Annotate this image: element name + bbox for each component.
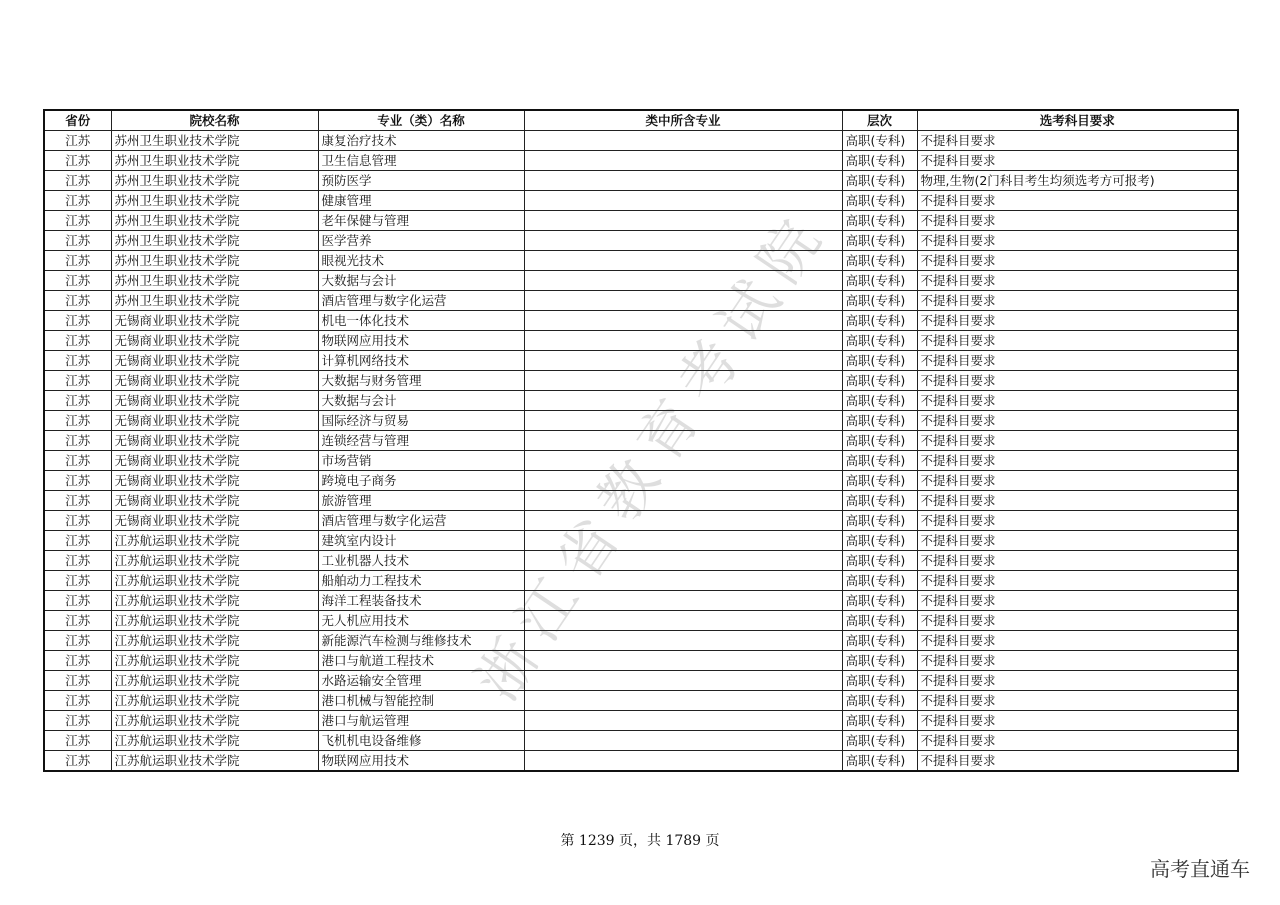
cell-major: 港口与航道工程技术 <box>318 651 524 671</box>
cell-school: 江苏航运职业技术学院 <box>111 631 318 651</box>
cell-subject-requirement: 不提科目要求 <box>917 151 1238 171</box>
watermark: 浙江省教育考试院 <box>462 197 842 713</box>
cell-included-majors <box>524 591 842 611</box>
cell-major: 老年保健与管理 <box>318 211 524 231</box>
cell-province: 江苏 <box>44 671 111 691</box>
cell-included-majors <box>524 471 842 491</box>
cell-province: 江苏 <box>44 471 111 491</box>
cell-province: 江苏 <box>44 731 111 751</box>
table-row <box>44 531 1238 551</box>
cell-school: 江苏航运职业技术学院 <box>111 531 318 551</box>
cell-province: 江苏 <box>44 231 111 251</box>
cell-province: 江苏 <box>44 571 111 591</box>
cell-subject-requirement: 不提科目要求 <box>917 391 1238 411</box>
cell-level: 高职(专科) <box>842 191 917 211</box>
header-major: 专业（类）名称 <box>318 110 524 131</box>
cell-school: 苏州卫生职业技术学院 <box>111 131 318 151</box>
cell-level: 高职(专科) <box>842 311 917 331</box>
cell-major: 计算机网络技术 <box>318 351 524 371</box>
cell-subject-requirement: 不提科目要求 <box>917 551 1238 571</box>
cell-level: 高职(专科) <box>842 411 917 431</box>
cell-included-majors <box>524 131 842 151</box>
cell-school: 苏州卫生职业技术学院 <box>111 271 318 291</box>
cell-level: 高职(专科) <box>842 351 917 371</box>
cell-school: 江苏航运职业技术学院 <box>111 731 318 751</box>
cell-major: 卫生信息管理 <box>318 151 524 171</box>
cell-included-majors <box>524 611 842 631</box>
cell-included-majors <box>524 271 842 291</box>
cell-included-majors <box>524 431 842 451</box>
cell-major: 船舶动力工程技术 <box>318 571 524 591</box>
cell-included-majors <box>524 211 842 231</box>
cell-major: 健康管理 <box>318 191 524 211</box>
cell-major: 物联网应用技术 <box>318 751 524 772</box>
header-level: 层次 <box>842 110 917 131</box>
cell-major: 预防医学 <box>318 171 524 191</box>
table-row <box>44 431 1238 451</box>
cell-subject-requirement: 不提科目要求 <box>917 431 1238 451</box>
cell-province: 江苏 <box>44 651 111 671</box>
cell-major: 酒店管理与数字化运营 <box>318 511 524 531</box>
cell-major: 机电一体化技术 <box>318 311 524 331</box>
table-row <box>44 151 1238 171</box>
cell-included-majors <box>524 491 842 511</box>
cell-level: 高职(专科) <box>842 291 917 311</box>
cell-major: 海洋工程装备技术 <box>318 591 524 611</box>
table-row <box>44 391 1238 411</box>
cell-province: 江苏 <box>44 751 111 772</box>
cell-school: 苏州卫生职业技术学院 <box>111 191 318 211</box>
cell-level: 高职(专科) <box>842 271 917 291</box>
cell-province: 江苏 <box>44 351 111 371</box>
cell-major: 大数据与财务管理 <box>318 371 524 391</box>
cell-included-majors <box>524 751 842 772</box>
table-row <box>44 491 1238 511</box>
cell-subject-requirement: 不提科目要求 <box>917 611 1238 631</box>
table-header-row <box>44 110 1238 131</box>
cell-included-majors <box>524 451 842 471</box>
cell-school: 江苏航运职业技术学院 <box>111 691 318 711</box>
table-row <box>44 631 1238 651</box>
cell-province: 江苏 <box>44 691 111 711</box>
cell-major: 医学营养 <box>318 231 524 251</box>
cell-school: 无锡商业职业技术学院 <box>111 331 318 351</box>
cell-subject-requirement: 不提科目要求 <box>917 191 1238 211</box>
cell-school: 无锡商业职业技术学院 <box>111 511 318 531</box>
header-included-majors: 类中所含专业 <box>524 110 842 131</box>
cell-subject-requirement: 不提科目要求 <box>917 291 1238 311</box>
cell-school: 苏州卫生职业技术学院 <box>111 211 318 231</box>
cell-subject-requirement: 物理,生物(2门科目考生均须选考方可报考) <box>917 171 1238 191</box>
cell-major: 工业机器人技术 <box>318 551 524 571</box>
cell-major: 眼视光技术 <box>318 251 524 271</box>
cell-province: 江苏 <box>44 331 111 351</box>
cell-level: 高职(专科) <box>842 231 917 251</box>
cell-included-majors <box>524 151 842 171</box>
cell-major: 物联网应用技术 <box>318 331 524 351</box>
cell-level: 高职(专科) <box>842 451 917 471</box>
table-row <box>44 271 1238 291</box>
cell-included-majors <box>524 191 842 211</box>
cell-province: 江苏 <box>44 271 111 291</box>
cell-school: 江苏航运职业技术学院 <box>111 551 318 571</box>
cell-included-majors <box>524 231 842 251</box>
cell-level: 高职(专科) <box>842 131 917 151</box>
cell-level: 高职(专科) <box>842 731 917 751</box>
cell-province: 江苏 <box>44 291 111 311</box>
cell-major: 旅游管理 <box>318 491 524 511</box>
cell-school: 无锡商业职业技术学院 <box>111 371 318 391</box>
cell-school: 无锡商业职业技术学院 <box>111 311 318 331</box>
cell-school: 无锡商业职业技术学院 <box>111 471 318 491</box>
table-row <box>44 331 1238 351</box>
cell-included-majors <box>524 291 842 311</box>
cell-school: 苏州卫生职业技术学院 <box>111 171 318 191</box>
cell-major: 酒店管理与数字化运营 <box>318 291 524 311</box>
table-row <box>44 451 1238 471</box>
cell-subject-requirement: 不提科目要求 <box>917 751 1238 772</box>
cell-included-majors <box>524 251 842 271</box>
cell-province: 江苏 <box>44 711 111 731</box>
cell-major: 无人机应用技术 <box>318 611 524 631</box>
cell-included-majors <box>524 571 842 591</box>
cell-subject-requirement: 不提科目要求 <box>917 671 1238 691</box>
cell-province: 江苏 <box>44 431 111 451</box>
cell-major: 港口机械与智能控制 <box>318 691 524 711</box>
cell-school: 江苏航运职业技术学院 <box>111 671 318 691</box>
cell-level: 高职(专科) <box>842 491 917 511</box>
cell-province: 江苏 <box>44 551 111 571</box>
cell-school: 江苏航运职业技术学院 <box>111 651 318 671</box>
header-school: 院校名称 <box>111 110 318 131</box>
cell-province: 江苏 <box>44 491 111 511</box>
cell-subject-requirement: 不提科目要求 <box>917 631 1238 651</box>
cell-level: 高职(专科) <box>842 551 917 571</box>
cell-level: 高职(专科) <box>842 151 917 171</box>
table-row <box>44 731 1238 751</box>
page-number: 第 1239 页，共 1789 页 <box>560 833 720 849</box>
table-row <box>44 231 1238 251</box>
cell-subject-requirement: 不提科目要求 <box>917 251 1238 271</box>
cell-province: 江苏 <box>44 131 111 151</box>
cell-province: 江苏 <box>44 611 111 631</box>
cell-subject-requirement: 不提科目要求 <box>917 451 1238 471</box>
table-row <box>44 511 1238 531</box>
header-province: 省份 <box>44 110 111 131</box>
cell-school: 无锡商业职业技术学院 <box>111 431 318 451</box>
cell-level: 高职(专科) <box>842 671 917 691</box>
cell-level: 高职(专科) <box>842 251 917 271</box>
table-row <box>44 471 1238 491</box>
cell-school: 苏州卫生职业技术学院 <box>111 291 318 311</box>
cell-subject-requirement: 不提科目要求 <box>917 351 1238 371</box>
table-row <box>44 591 1238 611</box>
table-row <box>44 311 1238 331</box>
cell-province: 江苏 <box>44 631 111 651</box>
cell-school: 江苏航运职业技术学院 <box>111 591 318 611</box>
cell-subject-requirement: 不提科目要求 <box>917 731 1238 751</box>
cell-school: 江苏航运职业技术学院 <box>111 611 318 631</box>
cell-level: 高职(专科) <box>842 591 917 611</box>
cell-major: 建筑室内设计 <box>318 531 524 551</box>
cell-level: 高职(专科) <box>842 571 917 591</box>
cell-subject-requirement: 不提科目要求 <box>917 471 1238 491</box>
cell-subject-requirement: 不提科目要求 <box>917 271 1238 291</box>
cell-level: 高职(专科) <box>842 711 917 731</box>
cell-level: 高职(专科) <box>842 751 917 772</box>
cell-major: 市场营销 <box>318 451 524 471</box>
cell-major: 跨境电子商务 <box>318 471 524 491</box>
cell-school: 无锡商业职业技术学院 <box>111 351 318 371</box>
cell-school: 无锡商业职业技术学院 <box>111 411 318 431</box>
table-row <box>44 551 1238 571</box>
cell-province: 江苏 <box>44 391 111 411</box>
cell-province: 江苏 <box>44 591 111 611</box>
table-row <box>44 711 1238 731</box>
cell-subject-requirement: 不提科目要求 <box>917 651 1238 671</box>
cell-level: 高职(专科) <box>842 171 917 191</box>
cell-province: 江苏 <box>44 451 111 471</box>
cell-level: 高职(专科) <box>842 371 917 391</box>
cell-province: 江苏 <box>44 251 111 271</box>
cell-province: 江苏 <box>44 171 111 191</box>
cell-subject-requirement: 不提科目要求 <box>917 511 1238 531</box>
cell-major: 国际经济与贸易 <box>318 411 524 431</box>
cell-included-majors <box>524 711 842 731</box>
table-body <box>44 131 1238 772</box>
cell-major: 康复治疗技术 <box>318 131 524 151</box>
cell-school: 江苏航运职业技术学院 <box>111 571 318 591</box>
cell-subject-requirement: 不提科目要求 <box>917 531 1238 551</box>
cell-province: 江苏 <box>44 511 111 531</box>
cell-included-majors <box>524 511 842 531</box>
cell-level: 高职(专科) <box>842 331 917 351</box>
table-row <box>44 191 1238 211</box>
cell-subject-requirement: 不提科目要求 <box>917 491 1238 511</box>
table-row <box>44 671 1238 691</box>
cell-level: 高职(专科) <box>842 511 917 531</box>
cell-province: 江苏 <box>44 371 111 391</box>
cell-included-majors <box>524 631 842 651</box>
cell-included-majors <box>524 531 842 551</box>
cell-included-majors <box>524 691 842 711</box>
cell-school: 苏州卫生职业技术学院 <box>111 231 318 251</box>
cell-included-majors <box>524 731 842 751</box>
cell-level: 高职(专科) <box>842 611 917 631</box>
cell-level: 高职(专科) <box>842 691 917 711</box>
table-row <box>44 171 1238 191</box>
cell-school: 无锡商业职业技术学院 <box>111 391 318 411</box>
cell-subject-requirement: 不提科目要求 <box>917 131 1238 151</box>
cell-level: 高职(专科) <box>842 531 917 551</box>
cell-subject-requirement: 不提科目要求 <box>917 231 1238 251</box>
cell-level: 高职(专科) <box>842 631 917 651</box>
admissions-table <box>43 109 1239 772</box>
cell-subject-requirement: 不提科目要求 <box>917 571 1238 591</box>
table-row <box>44 411 1238 431</box>
cell-province: 江苏 <box>44 411 111 431</box>
cell-school: 无锡商业职业技术学院 <box>111 491 318 511</box>
table-row <box>44 131 1238 151</box>
cell-subject-requirement: 不提科目要求 <box>917 211 1238 231</box>
cell-subject-requirement: 不提科目要求 <box>917 691 1238 711</box>
cell-subject-requirement: 不提科目要求 <box>917 711 1238 731</box>
table-row <box>44 251 1238 271</box>
cell-major: 新能源汽车检测与维修技术 <box>318 631 524 651</box>
cell-province: 江苏 <box>44 191 111 211</box>
cell-included-majors <box>524 391 842 411</box>
cell-school: 苏州卫生职业技术学院 <box>111 251 318 271</box>
cell-included-majors <box>524 371 842 391</box>
cell-level: 高职(专科) <box>842 431 917 451</box>
cell-school: 江苏航运职业技术学院 <box>111 711 318 731</box>
cell-province: 江苏 <box>44 211 111 231</box>
table-row <box>44 211 1238 231</box>
cell-level: 高职(专科) <box>842 211 917 231</box>
cell-major: 大数据与会计 <box>318 271 524 291</box>
header-subject-requirement: 选考科目要求 <box>917 110 1238 131</box>
table-row <box>44 651 1238 671</box>
cell-major: 水路运输安全管理 <box>318 671 524 691</box>
table-row <box>44 611 1238 631</box>
cell-included-majors <box>524 351 842 371</box>
cell-major: 连锁经营与管理 <box>318 431 524 451</box>
cell-included-majors <box>524 651 842 671</box>
cell-subject-requirement: 不提科目要求 <box>917 591 1238 611</box>
cell-subject-requirement: 不提科目要求 <box>917 311 1238 331</box>
cell-major: 港口与航运管理 <box>318 711 524 731</box>
cell-province: 江苏 <box>44 531 111 551</box>
cell-included-majors <box>524 331 842 351</box>
cell-included-majors <box>524 171 842 191</box>
cell-school: 苏州卫生职业技术学院 <box>111 151 318 171</box>
table-row <box>44 751 1238 772</box>
cell-province: 江苏 <box>44 151 111 171</box>
cell-subject-requirement: 不提科目要求 <box>917 411 1238 431</box>
cell-school: 无锡商业职业技术学院 <box>111 451 318 471</box>
cell-level: 高职(专科) <box>842 391 917 411</box>
cell-school: 江苏航运职业技术学院 <box>111 751 318 772</box>
table-row <box>44 571 1238 591</box>
table-row <box>44 291 1238 311</box>
cell-included-majors <box>524 411 842 431</box>
brand-logo-text: 高考直通车 <box>1150 857 1250 881</box>
table-row <box>44 371 1238 391</box>
table-row <box>44 691 1238 711</box>
cell-included-majors <box>524 671 842 691</box>
cell-included-majors <box>524 311 842 331</box>
table-row <box>44 351 1238 371</box>
cell-subject-requirement: 不提科目要求 <box>917 371 1238 391</box>
cell-subject-requirement: 不提科目要求 <box>917 331 1238 351</box>
cell-level: 高职(专科) <box>842 471 917 491</box>
cell-province: 江苏 <box>44 311 111 331</box>
cell-major: 大数据与会计 <box>318 391 524 411</box>
cell-major: 飞机机电设备维修 <box>318 731 524 751</box>
cell-included-majors <box>524 551 842 571</box>
cell-level: 高职(专科) <box>842 651 917 671</box>
